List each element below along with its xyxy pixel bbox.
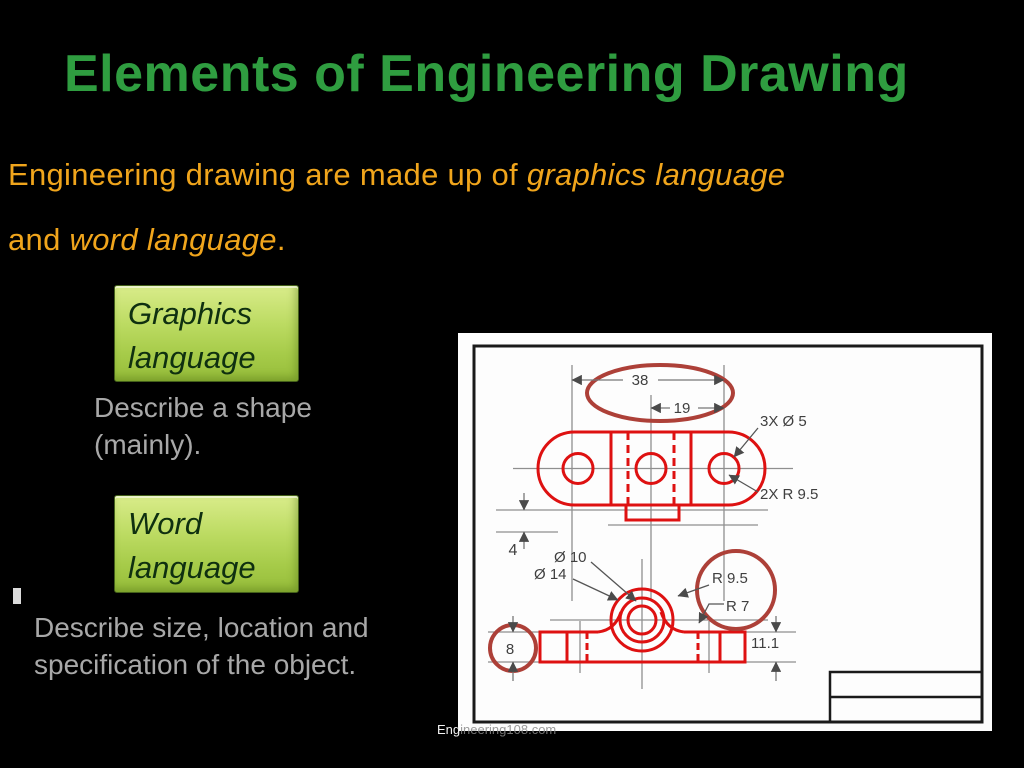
dim-11-1-label: 11.1 [751,635,780,652]
corner-radii-callout [729,475,818,503]
dim-8-label: 8 [505,641,515,658]
dimension-19 [651,400,724,417]
front-view [488,549,796,689]
caption-word-language: Describe size, location and specification of the object. [34,612,369,680]
dimension-4 [509,493,524,559]
dimension-38 [572,372,724,389]
word-button-line1: Word [128,506,203,541]
footer-watermark-faint: ineering108.com [460,722,557,737]
engineering-drawing-image [458,333,992,731]
dia10-label: Ø 10 [554,549,587,566]
drawing-svg [458,333,992,731]
footer-watermark [437,722,556,737]
graphics-language-button[interactable] [114,285,299,382]
r7-label: R 7 [726,598,750,615]
dia14-callout [534,566,618,600]
dim-19-label: 19 [673,400,691,417]
dim-4-label: 4 [508,542,518,559]
page-title: Elements of Engineering Drawing [64,45,909,103]
annotation-ellipse [587,365,733,421]
dim-38-label: 38 [631,372,649,389]
intro-line-1: Engineering drawing are made up of graphics language [8,157,786,192]
intro-line2-italic: word language [69,222,277,257]
annotation-circle-large [697,551,775,629]
holes-callout-label: 3X Ø 5 [760,413,807,430]
caption-graphics-language: Describe a shape (mainly). [94,392,312,460]
r95-label: R 9.5 [712,570,748,587]
graphics-button-line2: language [128,340,256,375]
dia14-label: Ø 14 [534,566,567,583]
graphics-button-line1: Graphics [128,296,253,331]
footer-watermark-visible: Eng [437,722,461,737]
intro-text [8,142,998,272]
intro-line-2: and word language. [8,222,286,257]
title-block [830,672,982,722]
corner-radii-label: 2X R 9.5 [760,486,819,503]
word-language-button[interactable] [114,495,299,593]
r95-callout [678,570,748,596]
r7-callout [699,598,749,623]
word-button-line2: language [128,550,256,585]
white-tick-artifact [13,588,21,604]
intro-line1-italic: graphics language [526,157,786,192]
